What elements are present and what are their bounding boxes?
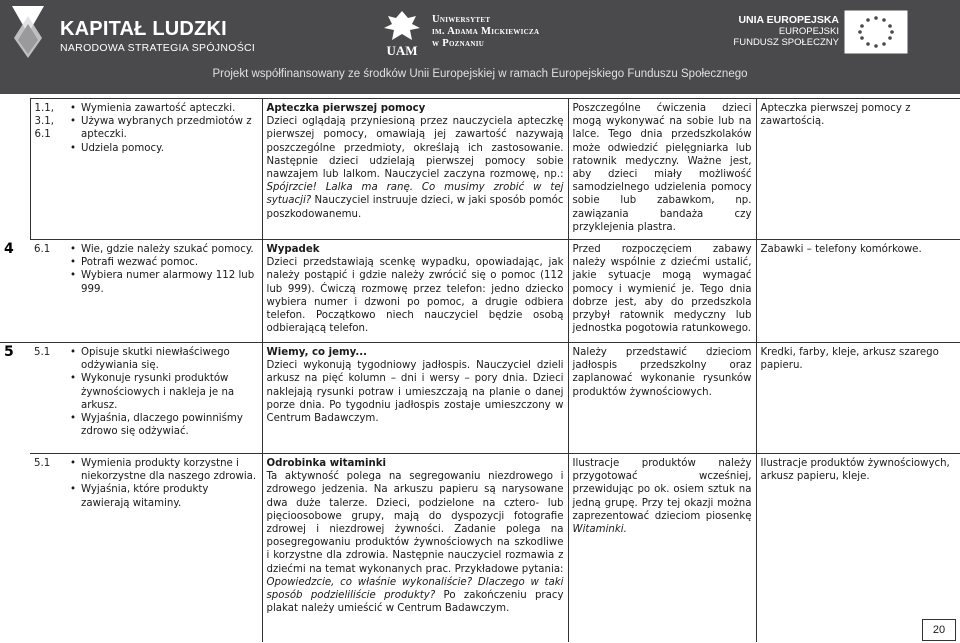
uam-line-3: w Poznaniu: [432, 38, 485, 49]
activity-title: Odrobinka witaminki: [266, 458, 386, 470]
activity-italic: Spójrzcie! Lalka ma ranę. Co musimy zrobić w tej sytuacji?: [266, 182, 564, 207]
objective-item: • Wymienia produkty korzystne i niekorzystne dla naszego zdrowia.: [70, 457, 258, 483]
row-materials: Ilustracje produktów żywnościowych, arkusz papieru, kleje.: [756, 454, 960, 642]
activity-title: Wiemy, co jemy...: [266, 347, 367, 359]
objective-item: • Używa wybranych przedmiotów z apteczki.: [70, 115, 258, 141]
row-activity: [262, 343, 568, 454]
objective-item: • Wie, gdzie należy szukać pomocy.: [70, 243, 258, 256]
row-objectives: [66, 343, 262, 454]
row-number: 5: [4, 344, 14, 361]
objective-item: • Wyjaśnia, dlaczego powinniśmy zdrowo się odżywiać.: [70, 412, 258, 438]
activity-text: Dzieci oglądają przyniesioną przez nauczyciela apteczkę pierwszej pomocy, omawiają jej zawartość nazywają poszczególne przedmioty, określają ich zastosowanie. Następnie dzieci udzielają pierwszej pomocy sobie nawzajem lub lalkom. Nauczyciel zaczyna rozmowę, np.:: [266, 116, 564, 181]
uam-line-2: im. Adama Mickiewicza: [432, 26, 540, 37]
row-notes: Poszczególne ćwiczenia dzieci mogą wykonywać na sobie lub na lalce. Tego dnia przedszkolaków może odwiedzić pielęgniarka lub ratownik medyczny. Ważne jest, aby dzieci miały możliwość samodzielnego udzielenia pomocy sobie lub zabawkom, np. zawiązania bandaża czy przyklejenia plastra.: [568, 99, 756, 240]
ue-line-3: FUNDUSZ SPOŁECZNY: [733, 37, 839, 48]
activity-title: Apteczka pierwszej pomocy: [266, 103, 426, 114]
table-row: [0, 343, 960, 454]
row-notes: Należy przedstawić dzieciom jadłospis przedszkolny oraz zaplanować wykonanie rysunków produktów żywnościowych.: [568, 343, 756, 454]
row-notes: Przed rozpoczęciem zabawy należy wspólnie z dziećmi ustalić, jakie sytuacje mogą wymagać pomocy i wymienić je. Tego dnia dobrze jest, aby do przedszkola przybył ratownik medyczny lub jednostka pogotowia ratunkowego.: [568, 240, 756, 343]
row-codes: 1.1, 3.1, 6.1: [30, 99, 66, 240]
ue-line-2: EUROPEJSKI: [778, 26, 839, 37]
row-codes: 5.1: [34, 458, 51, 470]
activity-text-2: Po zakończeniu pracy plakat należy umieścić w Centrum Badawczym.: [266, 590, 564, 615]
objective-item: • Wybiera numer alarmowy 112 lub 999.: [70, 269, 258, 295]
row-codes: 5.1: [30, 343, 66, 454]
uam-line-1: Uniwersytet: [432, 14, 491, 25]
objective-item: • Udziela pomocy.: [70, 142, 258, 155]
activity-text-2: Nauczyciel instruuje dzieci, w jaki sposób pomóc poszkodowanemu.: [266, 195, 564, 220]
ue-text: [727, 14, 839, 48]
table-row: [0, 454, 960, 642]
objective-item: • Wyjaśnia, które produkty zawierają witaminy.: [70, 483, 258, 509]
objective-item: • Potrafi wezwać pomoc.: [70, 256, 258, 269]
row-activity: [262, 454, 568, 642]
table-row: [0, 99, 960, 240]
lesson-plan-table: [0, 98, 960, 642]
activity-italic: Opowiedzcie, co właśnie wykonaliście? Dlaczego w taki sposób podzieliliście produkty?: [266, 576, 564, 602]
kl-subtitle: NARODOWA STRATEGIA SPÓJNOŚCI: [60, 42, 256, 54]
uam-emblem-icon: [380, 8, 424, 58]
row-number: 4: [0, 240, 30, 343]
objective-item: • Opisuje skutki niewłaściwego odżywiania się.: [70, 346, 258, 372]
table-row: [0, 240, 960, 343]
activity-text: Ta aktywność polega na segregowaniu niezdrowego i zdrowego jedzenia. Na arkuszu papieru są narysowane dwa duże talerze. Dzieci, podzielone na cztero- lub pięcioosobowe grupy, mają do dyspozycji fotografie zdrowej i niezdrowej żywności. Zadanie polega na posegregowaniu produktów żywnościowych na szkodliwe i korzystne dla zdrowia. Następnie nauczyciel rozmawia z dziećmi na temat wykonanych prac. Przykładowe pytania:: [266, 471, 564, 575]
activity-text: Dzieci przedstawiają scenkę wypadku, opowiadając, jak należy postąpić i gdzie należy zwrócić się o pomoc (112 lub 999). Ćwiczą rozmowę przez telefon: jedno dziecko wybiera numer i dzwoni po pomoc, a drugie odbiera telefon. Początkowo niech nauczyciel będzie osobą odbierającą telefon.: [266, 257, 564, 335]
kl-title: KAPITAŁ LUDZKI: [60, 18, 227, 40]
svg-text:UAM: UAM: [386, 43, 418, 58]
row-objectives: [66, 99, 262, 240]
row-number: [0, 99, 30, 240]
row-codes: 6.1: [30, 240, 66, 343]
row-objectives: [66, 454, 262, 642]
row-materials: Apteczka pierwszej pomocy z zawartością.: [756, 99, 960, 240]
activity-title: Wypadek: [266, 244, 320, 256]
objective-item: • Wykonuje rysunki produktów żywnościowych i nakleja je na arkusz.: [70, 372, 258, 412]
activity-text: Dzieci wykonują tygodniowy jadłospis. Nauczyciel dzieli arkusz na pięć kolumn – dni i wersy – pory dnia. Dzieci naklejają rysunki potraw i umieszczają na planie o danej porze dnia. Po tygodniu jadłospis zostaje umieszczony w Centrum Badawczym.: [266, 360, 564, 425]
row-activity: [262, 240, 568, 343]
eu-flag-icon: [844, 10, 908, 54]
row-notes: [568, 454, 756, 642]
notes-text: Ilustracje produktów należy przygotować wcześniej, przewidując po ok. osiem sztuk na jedną grupę. Przy tej okazji można zaprezentować dzieciom piosenkę: [572, 458, 752, 522]
objective-item: • Wymienia zawartość apteczki.: [70, 102, 258, 115]
project-cofinancing-line: Projekt współfinansowany ze środków Unii Europejskiej w ramach Europejskiego Funduszu Społecznego: [212, 68, 748, 80]
page-number: 20: [922, 619, 956, 641]
uam-text: [432, 14, 539, 50]
row-materials: Zabawki – telefony komórkowe.: [756, 240, 960, 343]
ue-line-1: UNIA EUROPEJSKA: [738, 14, 839, 26]
page-header: [0, 0, 960, 94]
notes-italic: Witaminki.: [572, 524, 627, 536]
row-number: [0, 454, 30, 642]
row-activity: [262, 99, 568, 240]
row-materials: Kredki, farby, kleje, arkusz szarego papieru.: [756, 343, 960, 454]
row-objectives: [66, 240, 262, 343]
kapital-ludzki-logo-icon: [10, 4, 46, 60]
